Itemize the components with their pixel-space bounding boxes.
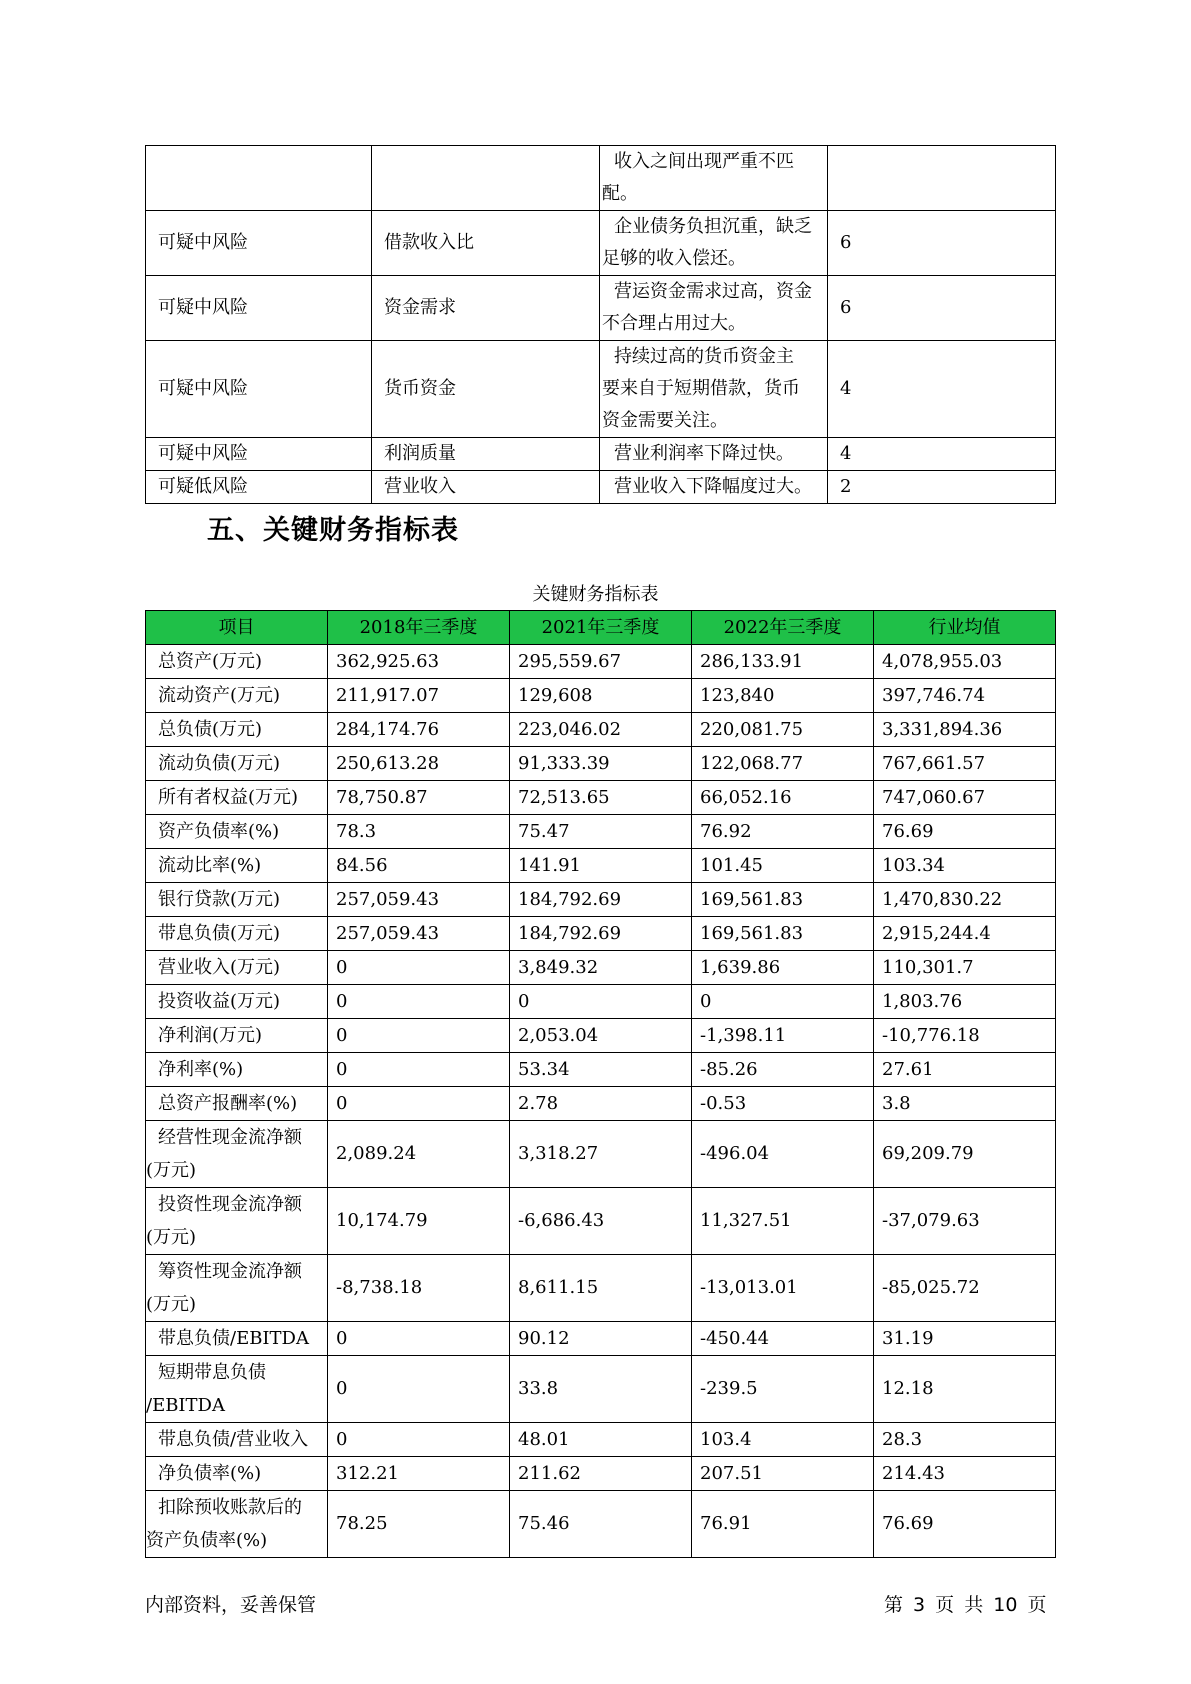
risk-description xyxy=(600,276,828,341)
indicator-name-line: 扣除预收账款后的 xyxy=(158,1497,302,1518)
indicator-value: 66,052.16 xyxy=(692,781,874,815)
indicator-name-line: 经营性现金流净额 xyxy=(158,1127,302,1148)
indicator-name xyxy=(146,645,328,679)
indicator-value: 28.3 xyxy=(874,1423,1056,1457)
table-row xyxy=(146,985,1056,1019)
table-row xyxy=(146,1255,1056,1322)
indicator-value: 286,133.91 xyxy=(692,645,874,679)
indicator-value: 78.3 xyxy=(328,815,510,849)
indicator-value: 90.12 xyxy=(510,1322,692,1356)
indicator-name-line: 净负债率(%) xyxy=(158,1463,262,1484)
indicator-value: -85,025.72 xyxy=(874,1255,1056,1322)
indicator-value: 84.56 xyxy=(328,849,510,883)
indicator-value: 3.8 xyxy=(874,1087,1056,1121)
indicator-name xyxy=(146,1491,328,1558)
indicator-value: 211.62 xyxy=(510,1457,692,1491)
indicator-value: -496.04 xyxy=(692,1121,874,1188)
indicator-name-line: 流动资产(万元) xyxy=(158,685,281,706)
indicator-value: -8,738.18 xyxy=(328,1255,510,1322)
indicator-value: 257,059.43 xyxy=(328,883,510,917)
indicator-name-line: 总资产报酬率(%) xyxy=(158,1093,298,1114)
indicator-value: 31.19 xyxy=(874,1322,1056,1356)
indicator-name xyxy=(146,1188,328,1255)
table-row xyxy=(146,1121,1056,1188)
table-row xyxy=(146,883,1056,917)
indicator-value: -37,079.63 xyxy=(874,1188,1056,1255)
indicator-value: 76.69 xyxy=(874,815,1056,849)
indicator-value: 76.69 xyxy=(874,1491,1056,1558)
table-row xyxy=(146,917,1056,951)
risk-row xyxy=(146,471,1056,504)
indicator-name xyxy=(146,781,328,815)
risk-row xyxy=(146,146,1056,211)
indicator-name-line: 银行贷款(万元) xyxy=(158,889,281,910)
table-row xyxy=(146,815,1056,849)
risk-row xyxy=(146,438,1056,471)
table-row xyxy=(146,951,1056,985)
risk-indicator: 利润质量 xyxy=(372,438,600,471)
indicator-name-line: 总负债(万元) xyxy=(158,719,263,740)
table-row xyxy=(146,1019,1056,1053)
risk-table xyxy=(145,145,1056,504)
risk-description xyxy=(600,341,828,438)
risk-row xyxy=(146,341,1056,438)
indicator-value: 8,611.15 xyxy=(510,1255,692,1322)
risk-row xyxy=(146,276,1056,341)
risk-description-line: 营业利润率下降过快。 xyxy=(614,443,794,464)
indicator-value: 211,917.07 xyxy=(328,679,510,713)
footer-confidential-note: 内部资料，妥善保管 xyxy=(145,1594,317,1616)
indicator-name-line: 带息负债/EBITDA xyxy=(158,1328,309,1349)
indicator-value: 78,750.87 xyxy=(328,781,510,815)
table-row xyxy=(146,1188,1056,1255)
indicator-name-line: 短期带息负债 xyxy=(158,1362,266,1383)
indicator-value: 3,849.32 xyxy=(510,951,692,985)
indicator-value: 0 xyxy=(328,1053,510,1087)
risk-description-line: 收入之间出现严重不匹配。 xyxy=(602,151,794,204)
indicator-name-line: 资产负债率(%) xyxy=(158,821,280,842)
indicator-value: 76.91 xyxy=(692,1491,874,1558)
indicator-name-line: 筹资性现金流净额 xyxy=(158,1261,302,1282)
indicator-value: 141.91 xyxy=(510,849,692,883)
indicator-value: 1,639.86 xyxy=(692,951,874,985)
indicator-value: 0 xyxy=(328,1087,510,1121)
table-row xyxy=(146,1457,1056,1491)
table-row xyxy=(146,1053,1056,1087)
column-header: 项目 xyxy=(146,611,328,645)
indicator-name xyxy=(146,1423,328,1457)
column-header: 2018年三季度 xyxy=(328,611,510,645)
indicator-value: -10,776.18 xyxy=(874,1019,1056,1053)
risk-score: 4 xyxy=(828,341,1056,438)
indicator-name xyxy=(146,1053,328,1087)
section-title: 五、关键财务指标表 xyxy=(207,515,459,546)
indicator-value: 4,078,955.03 xyxy=(874,645,1056,679)
indicator-value: -13,013.01 xyxy=(692,1255,874,1322)
risk-description-line: 持续过高的货币资金主 xyxy=(614,346,794,367)
table-row xyxy=(146,747,1056,781)
indicator-value: 75.47 xyxy=(510,815,692,849)
risk-score: 6 xyxy=(828,276,1056,341)
indicator-value: 10,174.79 xyxy=(328,1188,510,1255)
indicator-value: 220,081.75 xyxy=(692,713,874,747)
risk-description-line: 企业债务负担沉重，缺乏 xyxy=(614,216,812,237)
indicator-name xyxy=(146,713,328,747)
risk-description-line: 营业收入下降幅度过大。 xyxy=(614,476,812,497)
indicator-value: 1,803.76 xyxy=(874,985,1056,1019)
indicator-name xyxy=(146,679,328,713)
risk-description xyxy=(600,438,828,471)
indicator-value: 257,059.43 xyxy=(328,917,510,951)
risk-description xyxy=(600,146,828,211)
table-caption: 关键财务指标表 xyxy=(532,584,659,605)
indicator-value: 284,174.76 xyxy=(328,713,510,747)
indicator-name xyxy=(146,815,328,849)
indicator-name xyxy=(146,1121,328,1188)
indicator-value: 295,559.67 xyxy=(510,645,692,679)
risk-score xyxy=(828,146,1056,211)
indicator-value: 53.34 xyxy=(510,1053,692,1087)
indicator-value: 223,046.02 xyxy=(510,713,692,747)
indicator-value: 3,331,894.36 xyxy=(874,713,1056,747)
footer-page-number: 第 3 页 共 10 页 xyxy=(884,1594,1047,1616)
indicator-value: 0 xyxy=(328,985,510,1019)
indicator-value: 184,792.69 xyxy=(510,883,692,917)
indicator-value: 33.8 xyxy=(510,1356,692,1423)
indicator-value: 0 xyxy=(692,985,874,1019)
risk-description-line: 不合理占用过大。 xyxy=(602,313,746,334)
table-row xyxy=(146,849,1056,883)
risk-row xyxy=(146,211,1056,276)
indicator-value: 207.51 xyxy=(692,1457,874,1491)
table-row xyxy=(146,781,1056,815)
indicator-value: 2,915,244.4 xyxy=(874,917,1056,951)
table-row xyxy=(146,1087,1056,1121)
indicator-value: 110,301.7 xyxy=(874,951,1056,985)
indicator-value: 0 xyxy=(510,985,692,1019)
indicator-value: -450.44 xyxy=(692,1322,874,1356)
indicator-value: 0 xyxy=(328,1019,510,1053)
indicator-value: 0 xyxy=(328,1322,510,1356)
risk-description-line: 足够的收入偿还。 xyxy=(602,248,746,269)
indicator-value: 1,470,830.22 xyxy=(874,883,1056,917)
indicator-value: 184,792.69 xyxy=(510,917,692,951)
indicator-value: 169,561.83 xyxy=(692,883,874,917)
table-row xyxy=(146,1356,1056,1423)
indicator-value: 0 xyxy=(328,1423,510,1457)
indicator-name xyxy=(146,1356,328,1423)
indicator-value: 3,318.27 xyxy=(510,1121,692,1188)
indicator-name xyxy=(146,1255,328,1322)
indicator-name xyxy=(146,883,328,917)
indicator-name xyxy=(146,1322,328,1356)
risk-level: 可疑中风险 xyxy=(146,438,372,471)
risk-level xyxy=(146,146,372,211)
risk-indicator: 借款收入比 xyxy=(372,211,600,276)
risk-indicator: 营业收入 xyxy=(372,471,600,504)
risk-description-line: 营运资金需求过高，资金 xyxy=(614,281,812,302)
indicator-value: 78.25 xyxy=(328,1491,510,1558)
indicator-value: 2,089.24 xyxy=(328,1121,510,1188)
indicator-name-line: 流动比率(%) xyxy=(158,855,262,876)
financial-indicators-table xyxy=(145,610,1056,1558)
indicator-value: -0.53 xyxy=(692,1087,874,1121)
indicator-value: 11,327.51 xyxy=(692,1188,874,1255)
indicator-name-line: (万元) xyxy=(146,1160,197,1181)
risk-score: 4 xyxy=(828,438,1056,471)
indicator-value: 0 xyxy=(328,1356,510,1423)
risk-score: 2 xyxy=(828,471,1056,504)
indicator-value: -85.26 xyxy=(692,1053,874,1087)
indicator-value: 214.43 xyxy=(874,1457,1056,1491)
indicator-value: 767,661.57 xyxy=(874,747,1056,781)
indicator-name-line: 流动负债(万元) xyxy=(158,753,281,774)
column-header: 行业均值 xyxy=(874,611,1056,645)
indicator-value: 123,840 xyxy=(692,679,874,713)
risk-description-line: 要来自于短期借款，货币 xyxy=(602,378,800,399)
indicator-name xyxy=(146,1087,328,1121)
indicator-value: 91,333.39 xyxy=(510,747,692,781)
risk-description xyxy=(600,471,828,504)
indicator-value: -6,686.43 xyxy=(510,1188,692,1255)
risk-level: 可疑中风险 xyxy=(146,341,372,438)
indicator-value: 76.92 xyxy=(692,815,874,849)
table-row xyxy=(146,1322,1056,1356)
indicator-name xyxy=(146,849,328,883)
indicator-value: 122,068.77 xyxy=(692,747,874,781)
indicator-name-line: 投资性现金流净额 xyxy=(158,1194,302,1215)
table-row xyxy=(146,713,1056,747)
indicator-value: 27.61 xyxy=(874,1053,1056,1087)
indicator-value: 2.78 xyxy=(510,1087,692,1121)
indicator-value: 69,209.79 xyxy=(874,1121,1056,1188)
indicator-name-line: 营业收入(万元) xyxy=(158,957,281,978)
indicator-value: 103.4 xyxy=(692,1423,874,1457)
risk-level: 可疑中风险 xyxy=(146,211,372,276)
indicator-value: 103.34 xyxy=(874,849,1056,883)
indicator-name-line: 所有者权益(万元) xyxy=(158,787,299,808)
indicator-name-line: /EBITDA xyxy=(146,1395,225,1416)
table-row xyxy=(146,1491,1056,1558)
indicator-value: 72,513.65 xyxy=(510,781,692,815)
indicator-value: 0 xyxy=(328,951,510,985)
indicator-value: -1,398.11 xyxy=(692,1019,874,1053)
risk-level: 可疑低风险 xyxy=(146,471,372,504)
indicator-name xyxy=(146,747,328,781)
indicator-name-line: 净利润(万元) xyxy=(158,1025,263,1046)
risk-description xyxy=(600,211,828,276)
column-header: 2022年三季度 xyxy=(692,611,874,645)
indicator-name xyxy=(146,985,328,1019)
indicator-value: 362,925.63 xyxy=(328,645,510,679)
indicator-value: 250,613.28 xyxy=(328,747,510,781)
table-row xyxy=(146,679,1056,713)
risk-level: 可疑中风险 xyxy=(146,276,372,341)
indicator-value: 75.46 xyxy=(510,1491,692,1558)
table-header-row xyxy=(146,611,1056,645)
indicator-name xyxy=(146,917,328,951)
table-row xyxy=(146,1423,1056,1457)
indicator-name-line: (万元) xyxy=(146,1294,197,1315)
indicator-value: 747,060.67 xyxy=(874,781,1056,815)
indicator-name xyxy=(146,1457,328,1491)
indicator-value: 397,746.74 xyxy=(874,679,1056,713)
risk-indicator xyxy=(372,146,600,211)
risk-indicator: 货币资金 xyxy=(372,341,600,438)
indicator-name-line: 带息负债(万元) xyxy=(158,923,281,944)
indicator-value: 12.18 xyxy=(874,1356,1056,1423)
indicator-value: -239.5 xyxy=(692,1356,874,1423)
risk-indicator: 资金需求 xyxy=(372,276,600,341)
indicator-name-line: 带息负债/营业收入 xyxy=(158,1429,309,1450)
indicator-name-line: (万元) xyxy=(146,1227,197,1248)
risk-score: 6 xyxy=(828,211,1056,276)
indicator-name xyxy=(146,951,328,985)
column-header: 2021年三季度 xyxy=(510,611,692,645)
table-row xyxy=(146,645,1056,679)
indicator-name-line: 净利率(%) xyxy=(158,1059,244,1080)
indicator-name-line: 资产负债率(%) xyxy=(146,1530,268,1551)
indicator-name-line: 投资收益(万元) xyxy=(158,991,281,1012)
indicator-name xyxy=(146,1019,328,1053)
indicator-name-line: 总资产(万元) xyxy=(158,651,263,672)
indicator-value: 101.45 xyxy=(692,849,874,883)
risk-description-line: 资金需要关注。 xyxy=(602,410,728,431)
indicator-value: 48.01 xyxy=(510,1423,692,1457)
indicator-value: 129,608 xyxy=(510,679,692,713)
indicator-value: 2,053.04 xyxy=(510,1019,692,1053)
indicator-value: 312.21 xyxy=(328,1457,510,1491)
indicator-value: 169,561.83 xyxy=(692,917,874,951)
